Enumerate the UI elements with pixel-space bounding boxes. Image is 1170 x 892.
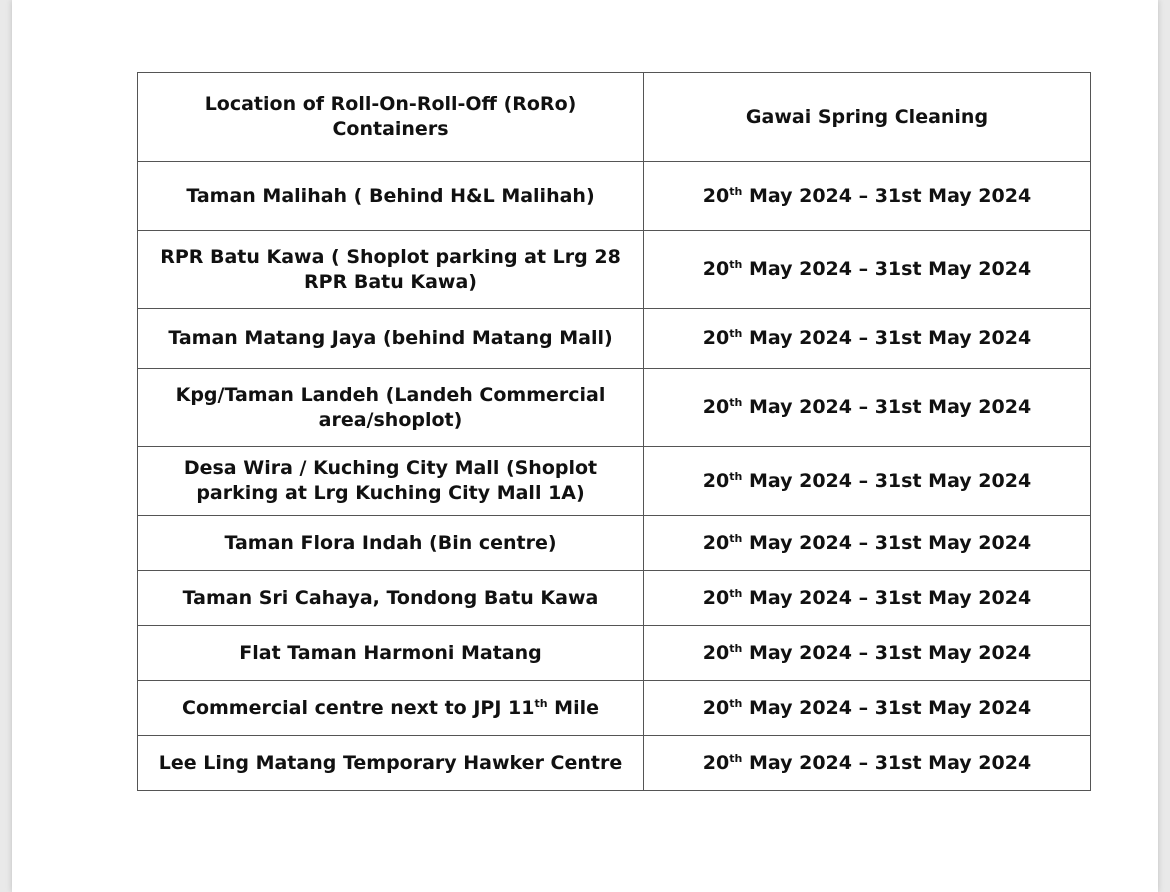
location-cell: Taman Flora Indah (Bin centre) bbox=[138, 516, 644, 571]
start-day: 20 bbox=[702, 258, 730, 280]
period-cell bbox=[644, 369, 1091, 447]
period-rest: May 2024 – 31st May 2024 bbox=[742, 327, 1032, 349]
period-cell bbox=[644, 447, 1091, 516]
location-cell: Taman Sri Cahaya, Tondong Batu Kawa bbox=[138, 571, 644, 626]
ordinal-suffix: th bbox=[729, 641, 743, 655]
location-cell: Flat Taman Harmoni Matang bbox=[138, 626, 644, 681]
location-cell: Taman Malihah ( Behind H&L Malihah) bbox=[138, 162, 644, 231]
location-cell: RPR Batu Kawa ( Shoplot parking at Lrg 28 RPR Batu Kawa) bbox=[138, 231, 644, 309]
table-row bbox=[138, 571, 1091, 626]
period-rest: May 2024 – 31st May 2024 bbox=[742, 469, 1032, 492]
period-cell bbox=[644, 516, 1091, 571]
start-day: 20 bbox=[702, 641, 730, 664]
period-rest: May 2024 – 31st May 2024 bbox=[742, 586, 1032, 609]
ordinal-suffix: th bbox=[729, 469, 743, 483]
header-location: Location of Roll-On-Roll-Off (RoRo) Containers bbox=[138, 73, 644, 162]
start-day: 20 bbox=[702, 696, 730, 719]
period-cell bbox=[644, 162, 1091, 231]
start-day: 20 bbox=[702, 327, 730, 349]
period-rest: May 2024 – 31st May 2024 bbox=[742, 184, 1032, 207]
location-cell bbox=[138, 681, 644, 736]
table-row bbox=[138, 309, 1091, 369]
period-rest: May 2024 – 31st May 2024 bbox=[742, 641, 1032, 664]
start-day: 20 bbox=[702, 469, 730, 492]
location-text: Commercial centre next to JPJ 11 bbox=[182, 696, 535, 719]
period-cell bbox=[644, 571, 1091, 626]
table-row bbox=[138, 447, 1091, 516]
header-period: Gawai Spring Cleaning bbox=[644, 73, 1091, 162]
period-rest: May 2024 – 31st May 2024 bbox=[742, 258, 1032, 280]
location-text-tail: Mile bbox=[547, 696, 599, 719]
start-day: 20 bbox=[702, 586, 730, 609]
document-page bbox=[12, 0, 1158, 892]
period-cell bbox=[644, 736, 1091, 791]
table-row bbox=[138, 736, 1091, 791]
period-cell bbox=[644, 309, 1091, 369]
period-cell bbox=[644, 626, 1091, 681]
roro-container-schedule-table bbox=[137, 72, 1091, 791]
ordinal-suffix: th bbox=[729, 696, 743, 710]
ordinal-suffix: th bbox=[729, 396, 743, 409]
table-row bbox=[138, 369, 1091, 447]
period-rest: May 2024 – 31st May 2024 bbox=[742, 751, 1032, 774]
start-day: 20 bbox=[702, 396, 730, 418]
ordinal-suffix: th bbox=[729, 258, 743, 271]
table-header-row bbox=[138, 73, 1091, 162]
table-row bbox=[138, 231, 1091, 309]
location-cell: Lee Ling Matang Temporary Hawker Centre bbox=[138, 736, 644, 791]
period-cell bbox=[644, 681, 1091, 736]
start-day: 20 bbox=[702, 751, 730, 774]
period-rest: May 2024 – 31st May 2024 bbox=[742, 396, 1032, 418]
location-cell: Kpg/Taman Landeh (Landeh Commercial area/shoplot) bbox=[138, 369, 644, 447]
ordinal-suffix: th bbox=[534, 696, 548, 710]
table-row bbox=[138, 626, 1091, 681]
ordinal-suffix: th bbox=[729, 586, 743, 600]
ordinal-suffix: th bbox=[729, 327, 743, 340]
ordinal-suffix: th bbox=[729, 751, 743, 765]
ordinal-suffix: th bbox=[729, 184, 743, 198]
start-day: 20 bbox=[702, 531, 730, 554]
period-rest: May 2024 – 31st May 2024 bbox=[742, 531, 1032, 554]
start-day: 20 bbox=[702, 184, 730, 207]
ordinal-suffix: th bbox=[729, 531, 743, 545]
table-row bbox=[138, 681, 1091, 736]
location-cell: Desa Wira / Kuching City Mall (Shoplot parking at Lrg Kuching City Mall 1A) bbox=[138, 447, 644, 516]
period-rest: May 2024 – 31st May 2024 bbox=[742, 696, 1032, 719]
period-cell bbox=[644, 231, 1091, 309]
location-cell: Taman Matang Jaya (behind Matang Mall) bbox=[138, 309, 644, 369]
table-row bbox=[138, 516, 1091, 571]
table-row bbox=[138, 162, 1091, 231]
